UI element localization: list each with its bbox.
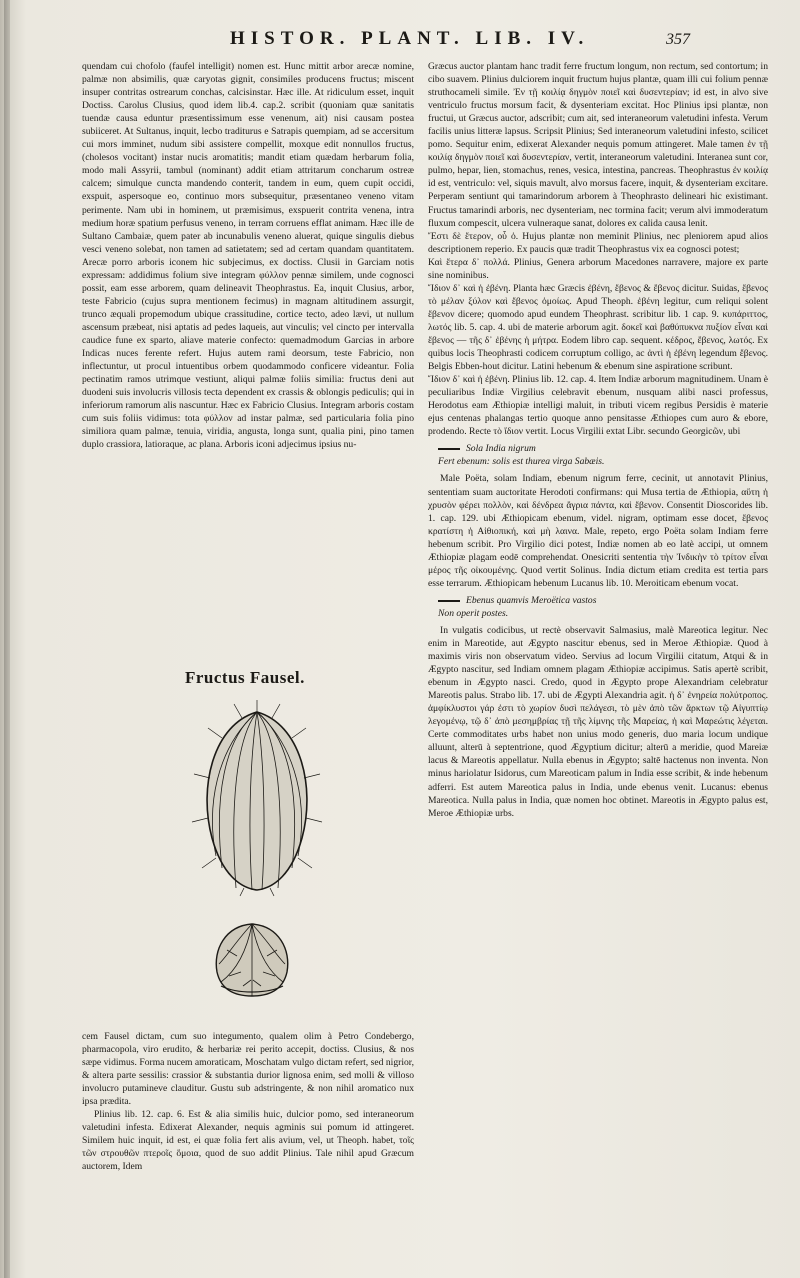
page-number: 357 [666, 31, 690, 48]
right-paragraph: In vulgatis codicibus, ut rectè observavit Salmasius, malè Mareotica legitur. Nec enim in Mareotide, aut Ægypto nascitur ebenus, sed in Meroe Æthiopiæ. Quod à maximis viris non observatum video. Servius ad locum Virgilii citatum, Atqui & in Ægypto nascitur, sed Indiam omnem plagam Æthiopiæ accipimus. Satis apertè scribit, ebenum in Ægypto nasci. Credo, quod in Ægypto prope Alexandriam celebratur Mareotis palus. Strabo lib. 17. ubi de Ægypti Alexandria agit. ἡ δ᾽ ἐνηρεία πολύτροπος. ἀμφίκλυστοι γάρ ἐστι τὸ χωρίον δυσὶ πελάγεσι, τὸ μὲν ἀπὸ τῶν ἄρκτων τῷ Αἰγυπτίῳ λεγομένῳ, τῷ δ᾽ ἀπὸ μεσημβρίας τῇ τῆς λίμνης τῆς Μαρείας, ἡ καὶ Μαρεώτις λέγεται. Certe commoditates urbs habet non unius modo generis, duo maria locum undique alluunt, alterū à septentrione, quod Ægyptium dicitur; alterū a meridie, quod Mareiæ lacus & Mareotis appellatur. Nulla ebenus in Ægypto; saltē hactenus non inventa. Non minus hariolatur Isidorus, cum Mareoticam palum in India esse scribit, & inde hebenum adferri. Est autem Mareotica palus in India, unde ebenus venit. Lucanus: ebenus Mareotica. Nulla palus in India, quæ nomen hoc obtinet. Mareotis in Ægypto palus est, Meroe Æthiopiæ urbs. [428, 624, 768, 819]
left-column [82, 60, 414, 451]
verse-quotation [428, 594, 768, 620]
verse-quotation [428, 442, 768, 468]
binding-gutter [4, 0, 10, 1278]
left-bottom-paragraph: Plinius lib. 12. cap. 6. Est & alia similis huic, dulcior pomo, sed interaneorum valetudini infesta. Edixerat Alexander, nequis agminis sui pomum id attingeret. Similem huic inquit, id est, ei quæ folia fert alis avium, vel, ut Theoph. habet, τοῖς τῶν στρουθῶν πτεροῖς ὅμοια, quod de suo addit Plinius. Tale nihil apud Græcum auctorem, Idem [82, 1109, 414, 1173]
verse-line: Fert ebenum: solis est thurea virga Sabæis. [438, 456, 605, 468]
right-paragraph: Ἴδιον δ᾽ καὶ ἡ ἐβένη. Planta hæc Græcis ἐβένη, ἔβενος & ἔβενος dicitur. Suidas, ἔβενος τὸ μέλαν ξύλον καὶ ἔβενος ὁμοίως. Apud Theoph. ἐβένη legitur, cum reliqui solent ἔβενον dicere; quomodo apud eundem Theophrast. scribitur lib. 1 cap. 9. κυπάριττος, λωτός lib. 5. cap. 4. ubi de materie arborum agit. δοκεῖ καὶ βαθύπυκνα πυξίον εἶναι καὶ ἔβενος — τῆς δ᾽ ἐβένης ἡ μήτρα. Eodem libro cap. sequent. κέδρος, ἔβενος, λωτός. Ex quibus locis Theophrasti codicem corruptum colligo, ac ἀντὶ ἡ ἐβένη legendum ἔβενος. Belgis Ebben-hout dicitur. Latini hebenum & ebenum sine aspiratione scribunt. [428, 282, 768, 373]
left-bottom-paragraph: cem Fausel dictam, cum suo integumento, qualem olim à Petro Condebergo, pharmacopola, viro erudito, & herbariæ rei perito accepit, doctiss. Clusius, & nos sæpe vidimus. Forma nucem amoraticam, Moschatam vulgo dictam refert, sed nigrior, & altera parte sessilis: crassior & substantia durior lignosa enim, sed molli & villoso involucro putamineve clauditur. Gustu sub adstringente, & non nihil aromatico nux ipsa prædita. [82, 1031, 414, 1108]
right-paragraph: Ἴδιον δ᾽ καὶ ἡ ἐβένη. Plinius lib. 12. cap. 4. Item Indiæ arborum magnitudinem. Unam è peculiaribus Indiæ Virgilius celebravit ebenum, nusquam alibi nasci professus, Herodotus eam Æthiopiæ intelligi maluit, in tributi vicem regibus Persidis è materie ejus centenas phalangas tertio quoque anno pensitasse Æthiopes cum auro & ebore, prodendo. Recte τὸ ἴδιον vertit. Locus Virgilii extat Libr. secundo Georgicῶν, ubi [428, 374, 768, 438]
verse-dash [438, 448, 460, 450]
right-paragraph: Ἔστι δὲ ἕτερον, οὗ ὁ. Hujus plantæ non meminit Plinius, nec pleniorem apud alios descriptionem reperio. Ex paucis quæ tradit Theophrastus vix ea cognosci potest; [428, 230, 768, 255]
running-head [90, 28, 690, 50]
left-paragraph: quendam cui chofolo (faufel intelligit) nomen est. Hunc mittit arbor arecæ nomine, palmæ non absimilis, quæ caryotas gignit, consimiles producens fructus; miscent insuper contritas ostrearum conchas, calcisinstar. Hæc ille. At ridiculum esset, inquit Doctiss. Carolus Clusius, quod idem lib.4. cap.2. scribit (quoniam quæ sanitatis tuendæ causa eduntur præsentissimum esse venenum, ait) nisi causam postea subiiceret. At Sultanus, inquit, lecbo traditurus e Satrapis quempiam, ad se accersitum cui mors imminet, nudum sibi assistere compellit, moxque edit nonnullos fructus, (cholesos vocitant) instar nucis aromatitis; mandit etiam quædam herbarum folia, modo mali Assyrii, tambul (nominant) addit etiam attritarum concharum ostreæ calcem; simulque cuncta mandendo conterit, tandem in eum, quem cupit occidi, exspuit, aspersoque eo, continuo mors subsequitur, præsentaneo veneno vitam perimente. Nam ubi in hominem, ut præmisimus, exspuerit contrita venena, intra medium horæ spatium perfusus veneno, in terram corruens efflat animam. Hæc ille de Sultano Cambaiæ, quem pater ab incunabulis veneno aluerat, quique singulis diebus vesci veneno solebat, non tamen ad satietatem; sed ad certam quandam quantitatem. Arecæ porro arboris iconem hic subjecimus, ex doctiss. Clusii in Garciam notis expressam: addidimus folium sive integram φύλλον pennæ similem, unde cognosci possit, eam esse arborem, quam delineavit Theophrastus. Ea, inquit Clusius, arbor, teste Fabricio (cujus supra mentionem fecimus) in magnam altitudinem assurgit, trunco æquali propemodum ubique crassitudine, cortice tecto, adeo lævi, ut nullum ascensum præbeat, nisi aptatis ad pedes laqueis, aut vinculis; vel cincto per intervalla caudice fune ex sparto, aliave materie confecto: quemadmodum Garcias in arbore Indicas nuces ferente refert. Hujus autem rami deorsum, teste Fabricio, non inflectuntur, ut procul intuentibus orbem quodammodo conficere videantur. Folia pectinatim ramos utrimque vestiunt, aliqui palmæ foliis similia: fructus deni aut duodeni suis involucris villosis tecta dependent ex crassis & oblongis pediculis; qui in inferiorum ramorum alis nascuntur. Hæc ex Fabricio Clusius. Integram arboris costam cum suis foliis vidimus: tota φύλλον ad instar palmæ, sed particularia folia pino similiora quam palmæ, tenuia, viridia, angusta, longa sunt, qualia pini, pino tamen duplo crassiora, latioraque, ac plana. Arboris iconi adjecimus ipsius nu- [82, 61, 414, 451]
right-paragraph: Græcus auctor plantam hanc tradit ferre fructum longum, non rectum, sed contortum; in cibo suavem. Plinius dulciorem inquit fructum hujus plantæ, quam illi cui folium pennæ struthocameli simile. Ἐν τῇ κοιλίᾳ δηγμὸν ποιεῖ καὶ δυσεντερίαν; id est, in alvo sive ventriculo fructus morsum facit, & dysenteriam excitat. Hoc Plinius ipsi plantæ, non fructui, ut Græcus auctor, adscribit; cum ait, sed interaneorum valetudini infesta. Verum facilis unius litteræ lapsus. Scripsit Plinius; Sed interaneorum valetudini infesto, scilicet pomo. Sequitur enim, edixerat Alexander nequis pomum attingeret. Male tamen ἐν τῇ κοιλίᾳ δηγμὸν ποιεῖ καὶ δυσεντερίαν, vertit, interaneorum valetudini. Interanea sunt cor, pulmo, hepar, lien, stomachus, renes, vesica, intestina, pancreas. Theophrastus ἐν κοιλίᾳ id est, ventriculo: vel, siquis mavult, alvo morsus facere, inquit, & dysenteriam excitare. Perperam sentiunt qui tamarindorum arborem à Theophrasto delineari hic existimant. Fructus tamarindi arboris, nec dysenteriam, nec tormina facit; verum alvi immoderatum fluxum compescit, ulcera vulneraque sanat, dolores ex calida causa lenit. [428, 61, 768, 229]
fausel-nut-illustration [207, 920, 297, 1000]
running-title: HISTOR. PLANT. LIB. IV. [230, 28, 590, 49]
verse-line: Ebenus quamvis Meroëtica vastos [466, 594, 597, 606]
fausel-fruit-illustration [182, 698, 332, 898]
left-column-bottom [82, 1030, 414, 1174]
figure-caption: Fructus Fausel. [185, 668, 305, 687]
verse-line: Non operit postes. [438, 607, 509, 619]
verse-line: Sola India nigrum [466, 443, 536, 455]
fruit-figure [82, 668, 414, 1028]
right-paragraph: Καὶ ἕτερα δ᾽ πολλά. Plinius, Genera arborum Macedones narravere, majore ex parte sine nominibus. [428, 256, 768, 281]
right-column [428, 60, 768, 820]
right-paragraph: Male Poëta, solam Indiam, ebenum nigrum ferre, cecinit, ut annotavit Plinius, sententiam suam auctoritate Herodoti confirmans: qui Musa tertia de Æthiopia, αὕτη ἡ χρυσὸν φέρει πολλὸν, καὶ δένδρεα ἄγρια πάντα, καὶ ἔβενον. Consentit Dioscorides lib. 1. cap. 129. ubi Æthiopicam ebenum, videl. nigram, optimam esse docet, ἔβενος κρατίστη ἡ Αἰθιοπική, καὶ μὴ λαινα. Male, repeto, ergo Poëta solam Indiam ferre hebenum scribit. Pro Virgilio dici potest, Indiæ nomen ab eo latè accipi, ut omnem Æthiopiæ plagam eodē comprehendat. Onesicriti sententia τὴν Ἰνδικὴν τὸ τρίτον εἶναι μέρος τῆς οἰκουμένης. Quod vertit Solinus. India dictum etiam credita est tertia pars esse terrarum. Æthiopicam hebenum Lucanus lib. 10. Meroiticam ebenum vocat. [428, 473, 768, 589]
verse-dash [438, 600, 460, 602]
